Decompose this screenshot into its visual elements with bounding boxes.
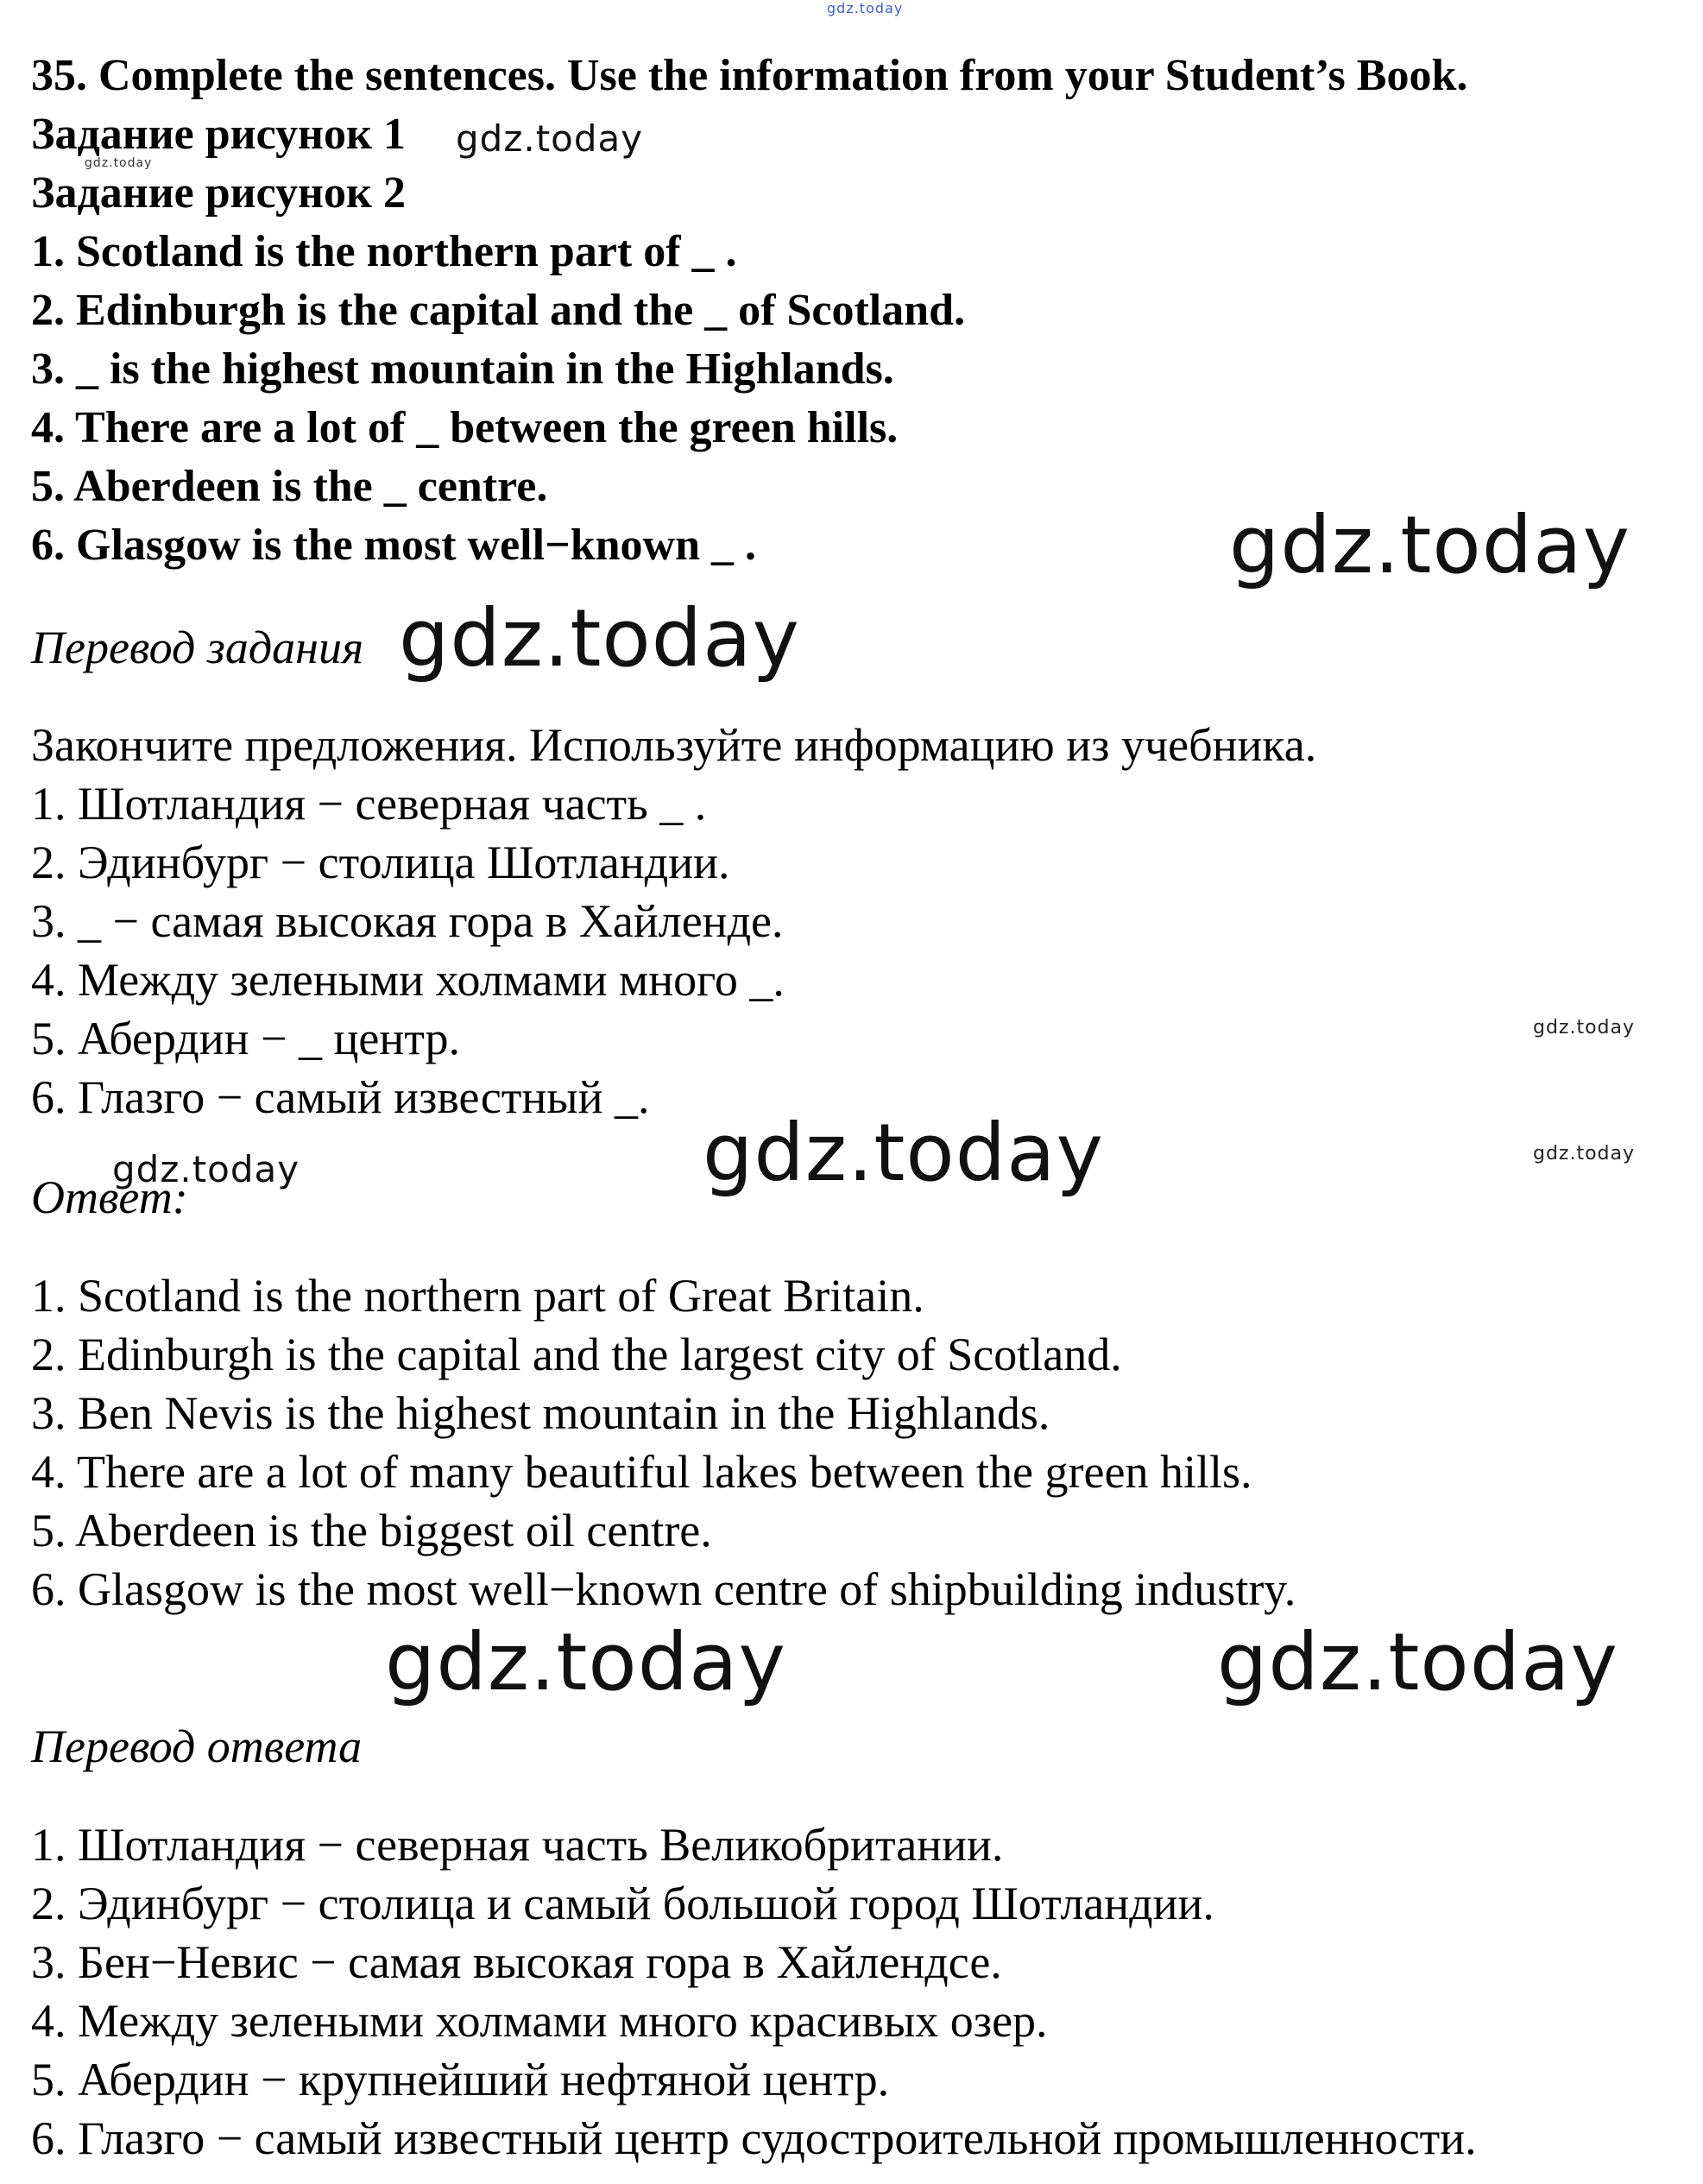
task-picture-1-label: Задание рисунок 1 [31,110,406,159]
task-translation-item-2: 2. Эдинбург − столица Шотландии. [31,836,730,888]
watermark: gdz.today [456,117,644,160]
task-item-2: 2. Edinburgh is the capital and the _ of Scotland. [31,286,966,335]
watermark: gdz.today [112,1148,300,1190]
task-heading: 35. Complete the sentences. Use the information from your Student’s Book. [31,51,1468,100]
answer-heading: Ответ: [31,1171,188,1223]
task-item-1: 1. Scotland is the northern part of _ . [31,227,737,276]
answer-item-6: 6. Glasgow is the most well−known centre of shipbuilding industry. [31,1563,1296,1615]
watermark: gdz.today [85,156,153,170]
answer-translation-item-4: 4. Между зелеными холмами много красивых озер. [31,1995,1048,2047]
answer-item-3: 3. Ben Nevis is the highest mountain in the Highlands. [31,1387,1050,1439]
watermark: gdz.today [385,1616,786,1708]
task-translation-item-3: 3. _ − самая высокая гора в Хайленде. [31,895,784,947]
watermark: gdz.today [1533,1017,1636,1038]
watermark: gdz.today [703,1107,1104,1199]
task-picture-2-label: Задание рисунок 2 [31,168,406,218]
task-item-5: 5. Aberdeen is the _ centre. [31,462,548,511]
task-item-3: 3. _ is the highest mountain in the Highlands. [31,344,894,394]
answer-translation-item-2: 2. Эдинбург − столица и самый большой город Шотландии. [31,1878,1214,1929]
task-translation-heading: Перевод задания [31,622,364,673]
task-translation-instruction: Закончите предложения. Используйте информацию из учебника. [31,719,1317,771]
watermark: gdz.today [1229,499,1630,591]
answer-item-2: 2. Edinburgh is the capital and the largest city of Scotland. [31,1329,1122,1380]
answer-item-5: 5. Aberdeen is the biggest oil centre. [31,1505,712,1556]
task-translation-item-4: 4. Между зелеными холмами много _. [31,954,785,1006]
task-translation-item-5: 5. Абердин − _ центр. [31,1013,461,1064]
answer-translation-item-6: 6. Глазго − самый известный центр судостроительной промышленности. [31,2112,1477,2164]
task-translation-item-1: 1. Шотландия − северная часть _ . [31,778,707,830]
answer-translation-item-3: 3. Бен−Невис − самая высокая гора в Хайлендсе. [31,1936,1002,1988]
answer-item-4: 4. There are a lot of many beautiful lakes between the green hills. [31,1446,1252,1498]
watermark: gdz.today [827,0,904,16]
answer-translation-heading: Перевод ответа [31,1720,363,1772]
watermark: gdz.today [1533,1143,1636,1165]
watermark: gdz.today [1217,1616,1618,1708]
watermark: gdz.today [399,592,800,685]
answer-item-1: 1. Scotland is the northern part of Great Britain. [31,1270,924,1322]
task-item-4: 4. There are a lot of _ between the green hills. [31,403,899,452]
task-item-6: 6. Glasgow is the most well−known _ . [31,521,757,570]
answer-translation-item-5: 5. Абердин − крупнейший нефтяной центр. [31,2054,890,2105]
task-translation-item-6: 6. Глазго − самый известный _. [31,1071,650,1123]
answer-translation-item-1: 1. Шотландия − северная часть Великобритании. [31,1819,1004,1871]
